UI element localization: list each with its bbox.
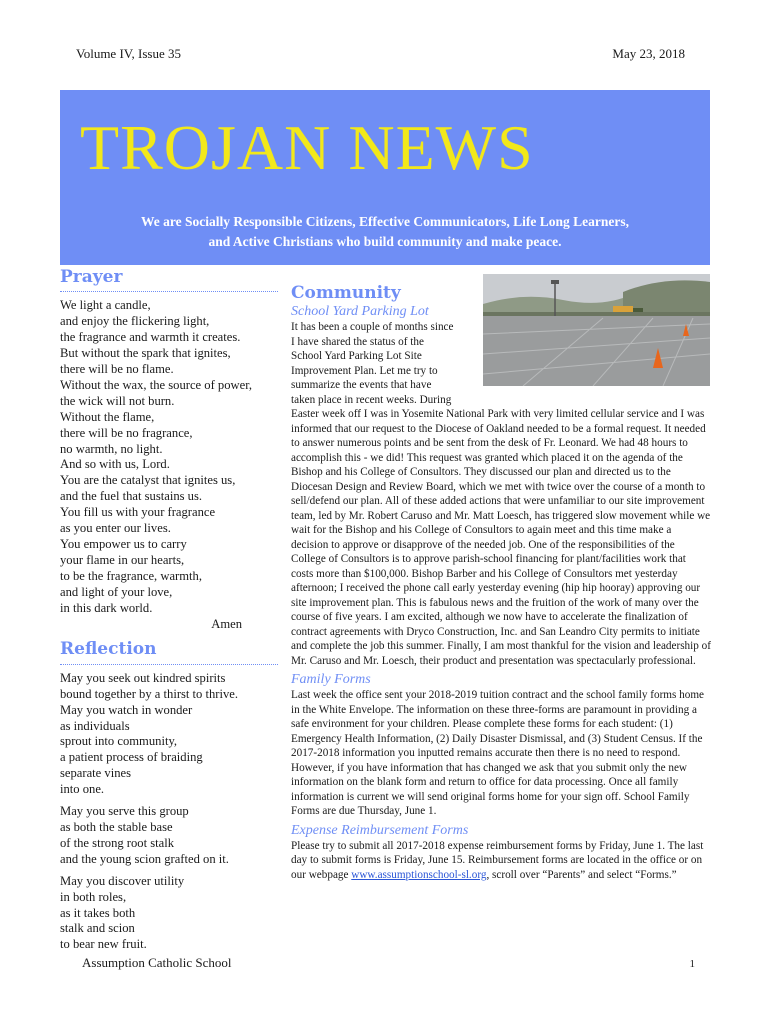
parking-intro-line: I have shared the status of the <box>291 335 424 348</box>
reflection-line: in both roles, <box>60 889 127 904</box>
masthead-banner <box>60 90 710 265</box>
reflection-line: a patient process of braiding <box>60 750 203 765</box>
family-forms-heading: Family Forms <box>291 672 371 688</box>
prayer-line: And so with us, Lord. <box>60 457 170 472</box>
expense-text-1: Please try to submit all 2017-2018 expense reimbursement forms by Friday, June 1. The last day to submit forms is Friday, June 15. Reimbursement forms are located in the office or on our webpage <box>291 839 704 881</box>
prayer-line: the fragrance and warmth it creates. <box>60 330 241 345</box>
parking-intro-line: Improvement Plan. Let me try to <box>291 364 438 377</box>
expense-heading: Expense Reimbursement Forms <box>291 822 469 838</box>
left-column <box>60 267 278 959</box>
prayer-amen: Amen <box>211 616 242 631</box>
prayer-line: the wick will not burn. <box>60 393 175 408</box>
parking-heading: School Yard Parking Lot <box>291 304 429 320</box>
newsletter-title: TROJAN NEWS <box>80 112 534 183</box>
prayer-line: and enjoy the flickering light, <box>60 314 210 329</box>
prayer-line: as you enter our lives. <box>60 521 171 536</box>
reflection-line: and the young scion grafted on it. <box>60 851 229 866</box>
reflection-line: as it takes both <box>60 905 136 920</box>
prayer-line: there will be no flame. <box>60 362 174 377</box>
parking-intro-line: It has been a couple of months since <box>291 321 454 334</box>
issue-label: Volume IV, Issue 35 <box>76 46 181 61</box>
prayer-line: Without the wax, the source of power, <box>60 377 253 392</box>
prayer-poem <box>60 298 278 616</box>
prayer-line: in this dark world. <box>60 600 153 615</box>
reflection-line: bound together by a thirst to thrive. <box>60 686 239 701</box>
parking-intro-line: summarize the events that have <box>291 379 432 392</box>
prayer-line: Without the flame, <box>60 409 155 424</box>
reflection-line: into one. <box>60 782 105 797</box>
prayer-heading: Prayer <box>60 267 123 287</box>
reflection-stanza <box>60 804 278 868</box>
footer-school-name: Assumption Catholic School <box>82 955 232 970</box>
reflection-line: as individuals <box>60 718 130 733</box>
prayer-line: and light of your love, <box>60 584 173 599</box>
parking-intro-line: School Yard Parking Lot Site <box>291 350 422 363</box>
prayer-line: But without the spark that ignites, <box>60 346 231 361</box>
divider <box>60 664 278 665</box>
reflection-line: as both the stable base <box>60 819 173 834</box>
reflection-line: sprout into community, <box>60 734 178 749</box>
page-number: 1 <box>689 958 695 970</box>
parking-body: Easter week off I was in Yosemite National Park with very limited cellular service and I was informed that our request to the Diocese of Oakland needed to be a formal request. It needed to answer numerous points and be sent from the desk of Fr. Leonard. We had 48 hours to accomplish this - we did! This request was granted which placed it on the agenda of the Bishop and his College of Consultors. They discussed our plan and directed us to the Diocesan Design and Review Board, which we met with twice over the course of a month to sell/defend our plan. All of these added actions that were unfamiliar to our site improvement team, led by Mr. Robert Caruso and Mr. Matt Loesch, has triggered slow movement while we wait for the Bishop and his College of Consultors to again meet and this time make a decision to approve or disapprove of the needed job. One of the responsibilities of the College of Consultors is to approve parish-school financing for plant/facilities work that costs more than $100,000. Bishop Barber and his College of Consultors met yesterday afternoon; I received the phone call early yesterday evening (hip hip hooray) approving our site improvement plan. This is fabulous news and the fruition of the work of many over the course of five years. I am excited, although we now have to accelerate the finalization of contract agreements with Dryco Construction, Inc. and San Leandro City permits to initiate and complete the job this summer. Finally, I am most thankful for the vision and leadership of Mr. Caruso and Mr. Loesch, their product and presentation was spectacularly professional. <box>291 408 711 667</box>
reflection-line: May you watch in wonder <box>60 702 193 717</box>
issue-date: May 23, 2018 <box>612 46 685 61</box>
reflection-stanza <box>60 671 278 798</box>
reflection-line: of the strong root stalk <box>60 835 175 850</box>
reflection-line: stalk and scion <box>60 921 135 936</box>
prayer-line: You are the catalyst that ignites us, <box>60 473 236 488</box>
prayer-line: there will be no fragrance, <box>60 425 193 440</box>
tagline-line-1: We are Socially Responsible Citizens, Effective Communicators, Life Long Learners, <box>141 214 629 229</box>
prayer-line: and the fuel that sustains us. <box>60 489 203 504</box>
prayer-line: no warmth, no light. <box>60 441 163 456</box>
prayer-line: your flame in our hearts, <box>60 552 185 567</box>
reflection-poem <box>60 671 278 953</box>
school-website-link[interactable]: www.assumptionschool-sl.org <box>351 868 487 881</box>
reflection-line: May you discover utility <box>60 873 185 888</box>
divider <box>60 291 278 292</box>
expense-body <box>291 839 711 883</box>
prayer-line: We light a candle, <box>60 298 151 313</box>
reflection-stanza <box>60 874 278 954</box>
tagline-line-2: and Active Christians who build community and make peace. <box>208 233 562 249</box>
family-forms-body: Last week the office sent your 2018-2019 tuition contract and the school family forms home in the White Envelope. The information on these three-forms are paramount in providing a safe environment for your children. Please complete these forms for each student: (1) Emergency Health Information, (2) Daily Disaster Dismissal, and (3) Student Census. If the 2017-2018 information you inputted remains accurate then there is no need to respond. However, if you have information that has changed we ask that you submit only the new information on the blank form and return to office for data processing. Once all family information is current we will send original forms home for your sign off. School Family Forms are due Thursday, June 1. <box>291 689 705 818</box>
parking-intro-line: taken place in recent weeks. During <box>291 393 452 406</box>
community-heading: Community <box>291 283 401 303</box>
expense-text-2: , scroll over “Parents” and select “Forms.” <box>486 868 677 881</box>
mission-tagline <box>60 212 710 251</box>
reflection-line: separate vines <box>60 766 131 781</box>
reflection-line: to bear new fruit. <box>60 937 147 952</box>
reflection-line: May you seek out kindred spirits <box>60 670 226 685</box>
right-column <box>291 283 711 882</box>
reflection-line: May you serve this group <box>60 804 189 819</box>
prayer-line: to be the fragrance, warmth, <box>60 568 202 583</box>
reflection-heading: Reflection <box>60 639 157 660</box>
prayer-line: You fill us with your fragrance <box>60 505 216 520</box>
prayer-line: You empower us to carry <box>60 536 187 551</box>
parking-intro <box>291 320 473 407</box>
